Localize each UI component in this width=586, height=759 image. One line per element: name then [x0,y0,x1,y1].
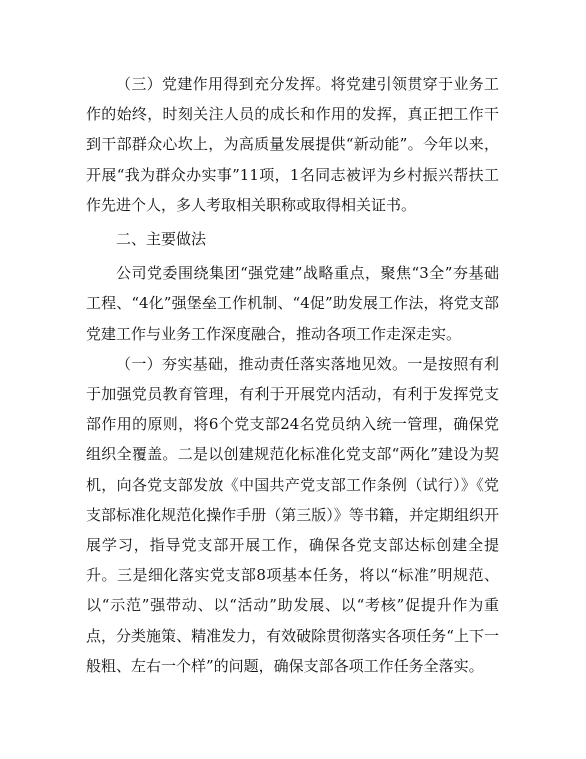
section-heading-main-practices: 二、主要做法 [116,230,207,249]
paragraph-consolidate-foundation: （一）夯实基础，推动责任落实落地见效。一是按照有利于加强党员教育管理，有利于开展党内活动，有利于发挥党支部作用的原则，将6个党支部24名党员纳入统一管理，确保党组织全覆盖。二是以创建规范化标准化党支部“两化”建设为契机，向各党支部发放《中国共产党支部工作条例（试行）》《党支部标准化规范化操作手册（第三版）》等书籍，并定期组织开展学习，指导党支部开展工作，确保各党支部达标创建全提升。三是细化落实党支部8项基本任务，将以“标准”明规范、以“示范”强带动、以“活动”助发展、以“考核”促提升作为重点，分类施策、精准发力，有效破除贯彻落实各项任务“上下一般粗、左右一个样”的问题，确保支部各项工作任务全落实。 [86,354,499,675]
document-body [86,69,499,681]
paragraph-party-building-role: （三）党建作用得到充分发挥。将党建引领贯穿于业务工作的始终，时刻关注人员的成长和作用的发挥，真正把工作干到干部群众心坎上，为高质量发展提供“新动能”。今年以来，开展“我为群众办实事”11项，1名同志被评为乡村振兴帮扶工作先进个人，多人考取相关职称或取得相关证书。 [86,75,499,214]
paragraph-overview: 公司党委围绕集团“强党建”战略重点，聚焦“3全”夯基础工程、“4化”强堡垒工作机制、“4促”助发展工作法，将党支部党建工作与业务工作深度融合，推动各项工作走深走实。 [86,264,499,343]
